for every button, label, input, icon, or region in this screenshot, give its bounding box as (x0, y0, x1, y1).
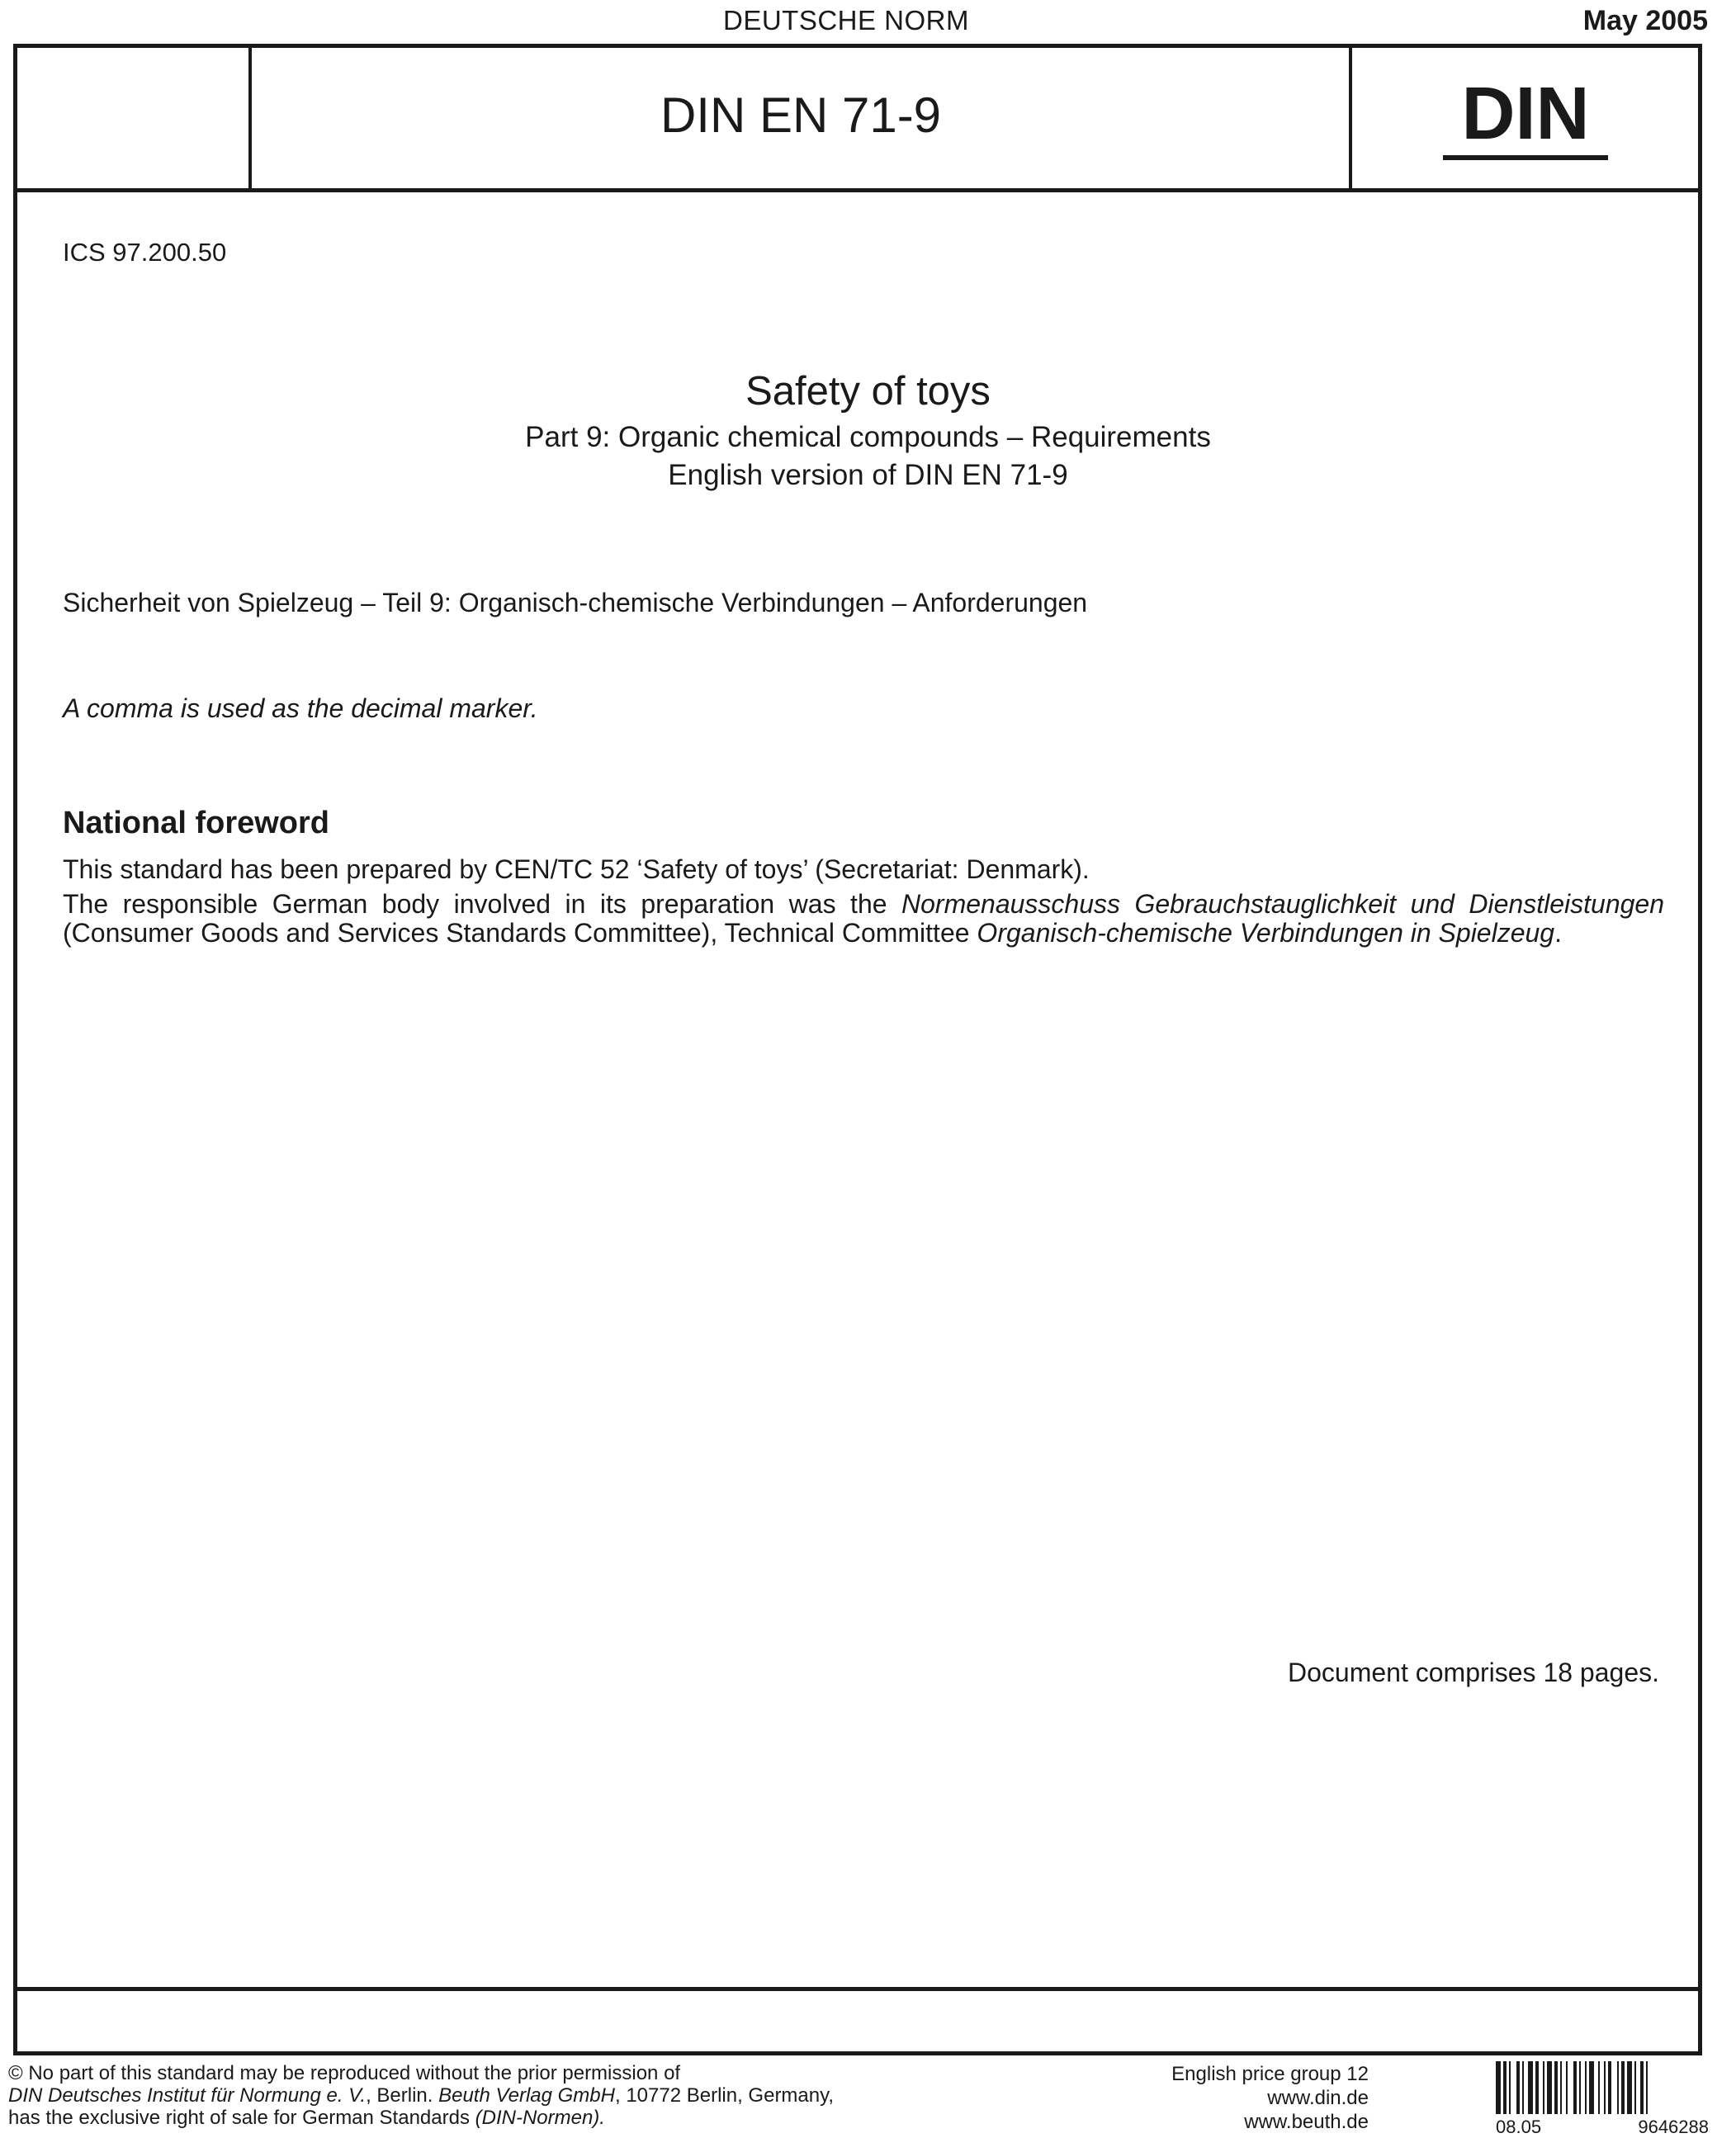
document-subtitle: Part 9: Organic chemical compounds – Requirements (525, 421, 1211, 453)
foreword-p2-text: . (1554, 918, 1562, 948)
foreword-heading: National foreword (63, 806, 330, 840)
price-group: English price group 12 (1171, 2063, 1369, 2085)
copyright-line-2: DIN Deutsches Institut für Normung e. V., Berlin. Beuth Verlag GmbH, 10772 Berlin, Germany, (8, 2084, 835, 2107)
document-type-label: DEUTSCHE NORM (722, 5, 969, 35)
din-logo (1440, 76, 1611, 163)
committee-name-german: Normenausschuss Gebrauchstauglichkeit und Dienstleistungen (901, 889, 1665, 919)
link-din[interactable]: www.din.de (1267, 2087, 1369, 2109)
copyright-notice (8, 2062, 1048, 2129)
frame-left-border (13, 44, 17, 2055)
ics-code: ICS 97.200.50 (63, 238, 227, 267)
version-note: English version of DIN EN 71-9 (668, 459, 1068, 491)
barcode-icon (1496, 2061, 1709, 2119)
foreword-p2-text: (Consumer Goods and Services Standards Committee), Technical Committee (63, 918, 977, 948)
barcode-number: 9646288 (1638, 2117, 1709, 2137)
frame-top-border (13, 44, 1702, 48)
frame-right-border (1698, 44, 1702, 2055)
din-logo-text: DIN (1461, 76, 1590, 155)
footer-separator (13, 1987, 1702, 1991)
german-title: Sicherheit von Spielzeug – Teil 9: Organisch-chemische Verbindungen – Anforderungen (63, 588, 1088, 617)
link-beuth[interactable]: www.beuth.de (1244, 2111, 1369, 2133)
foreword-paragraph-2 (63, 890, 1664, 948)
standard-number: DIN EN 71-9 (660, 88, 942, 143)
decimal-marker-note: A comma is used as the decimal marker. (63, 693, 538, 723)
technical-committee-name: Organisch-chemische Verbindungen in Spielzeug (977, 918, 1555, 948)
copyright-line-3: has the exclusive right of sale for German Standards (DIN-Normen). (8, 2107, 605, 2129)
document-title: Safety of toys (745, 369, 991, 414)
frame-bottom-border (13, 2051, 1702, 2055)
foreword-p2-text: The responsible German body involved in its preparation was the (63, 889, 902, 919)
header-separator (13, 188, 1702, 192)
publication-date: May 2005 (1582, 5, 1708, 36)
foreword-paragraph-1: This standard has been prepared by CEN/TC 52 ‘Safety of toys’ (Secretariat: Denmark). (63, 854, 1090, 884)
barcode-date-code: 08.05 (1496, 2117, 1542, 2137)
page-count-note: Document comprises 18 pages. (1288, 1658, 1659, 1687)
price-info (1073, 2062, 1369, 2134)
copyright-line-1: © No part of this standard may be reproduced without the prior permission of (8, 2062, 681, 2084)
